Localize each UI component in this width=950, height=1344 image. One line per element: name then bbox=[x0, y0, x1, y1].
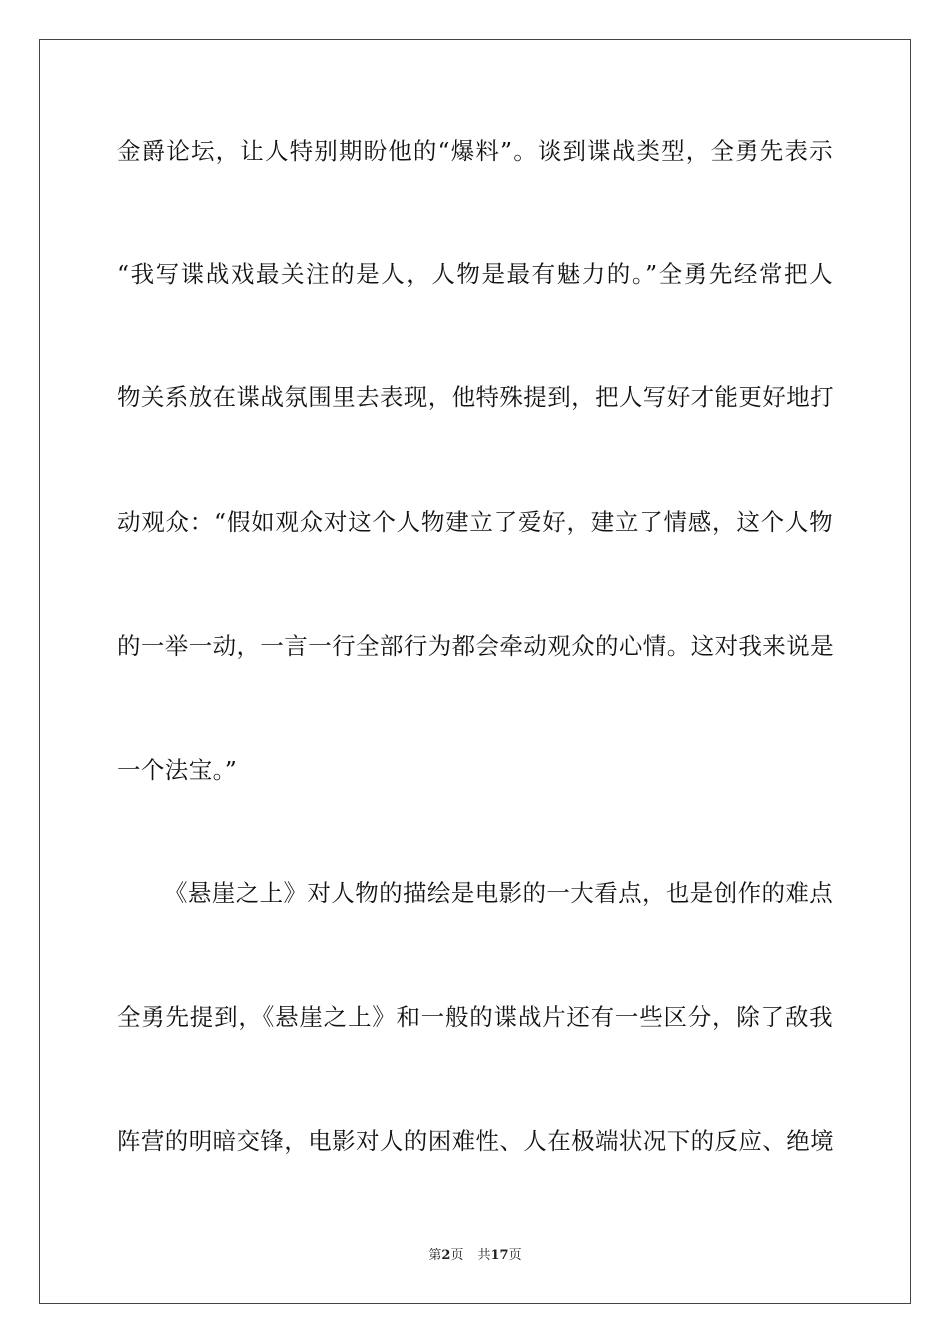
total-prefix: 共 bbox=[477, 1248, 491, 1263]
text-line-5: 的一举一动，一言一行全部行为都会牵动观众的心情。这对我来说是 bbox=[117, 632, 834, 660]
page-footer bbox=[0, 1248, 950, 1264]
page-suffix: 页 bbox=[450, 1248, 464, 1263]
text-line-3: 物关系放在谍战氛围里去表现，他特殊提到，把人写好才能更好地打 bbox=[117, 383, 834, 411]
text-line-1: 金爵论坛，让人特别期盼他的“爆料”。谈到谍战类型，全勇先表示 bbox=[117, 137, 833, 165]
page-prefix: 第 bbox=[428, 1248, 442, 1263]
text-line-8: 全勇先提到，《悬崖之上》和一般的谍战片还有一些区分，除了敌我 bbox=[117, 1003, 833, 1031]
page-border bbox=[39, 39, 911, 1304]
paragraph-start-line: 《悬崖之上》对人物的描绘是电影的一大看点，也是创作的难点 bbox=[164, 879, 834, 907]
total-pages: 17 bbox=[490, 1248, 509, 1263]
page-number: 2 bbox=[441, 1248, 451, 1263]
text-line-6: 一个法宝。” bbox=[117, 756, 238, 784]
text-line-4: 动观众：“假如观众对这个人物建立了爱好，建立了情感，这个人物 bbox=[117, 508, 833, 536]
total-suffix: 页 bbox=[508, 1248, 522, 1263]
text-line-2: “我写谍战戏最关注的是人，人物是最有魅力的。”全勇先经常把人 bbox=[117, 260, 833, 288]
text-line-9: 阵营的明暗交锋，电影对人的困难性、人在极端状况下的反应、绝境 bbox=[117, 1127, 834, 1155]
